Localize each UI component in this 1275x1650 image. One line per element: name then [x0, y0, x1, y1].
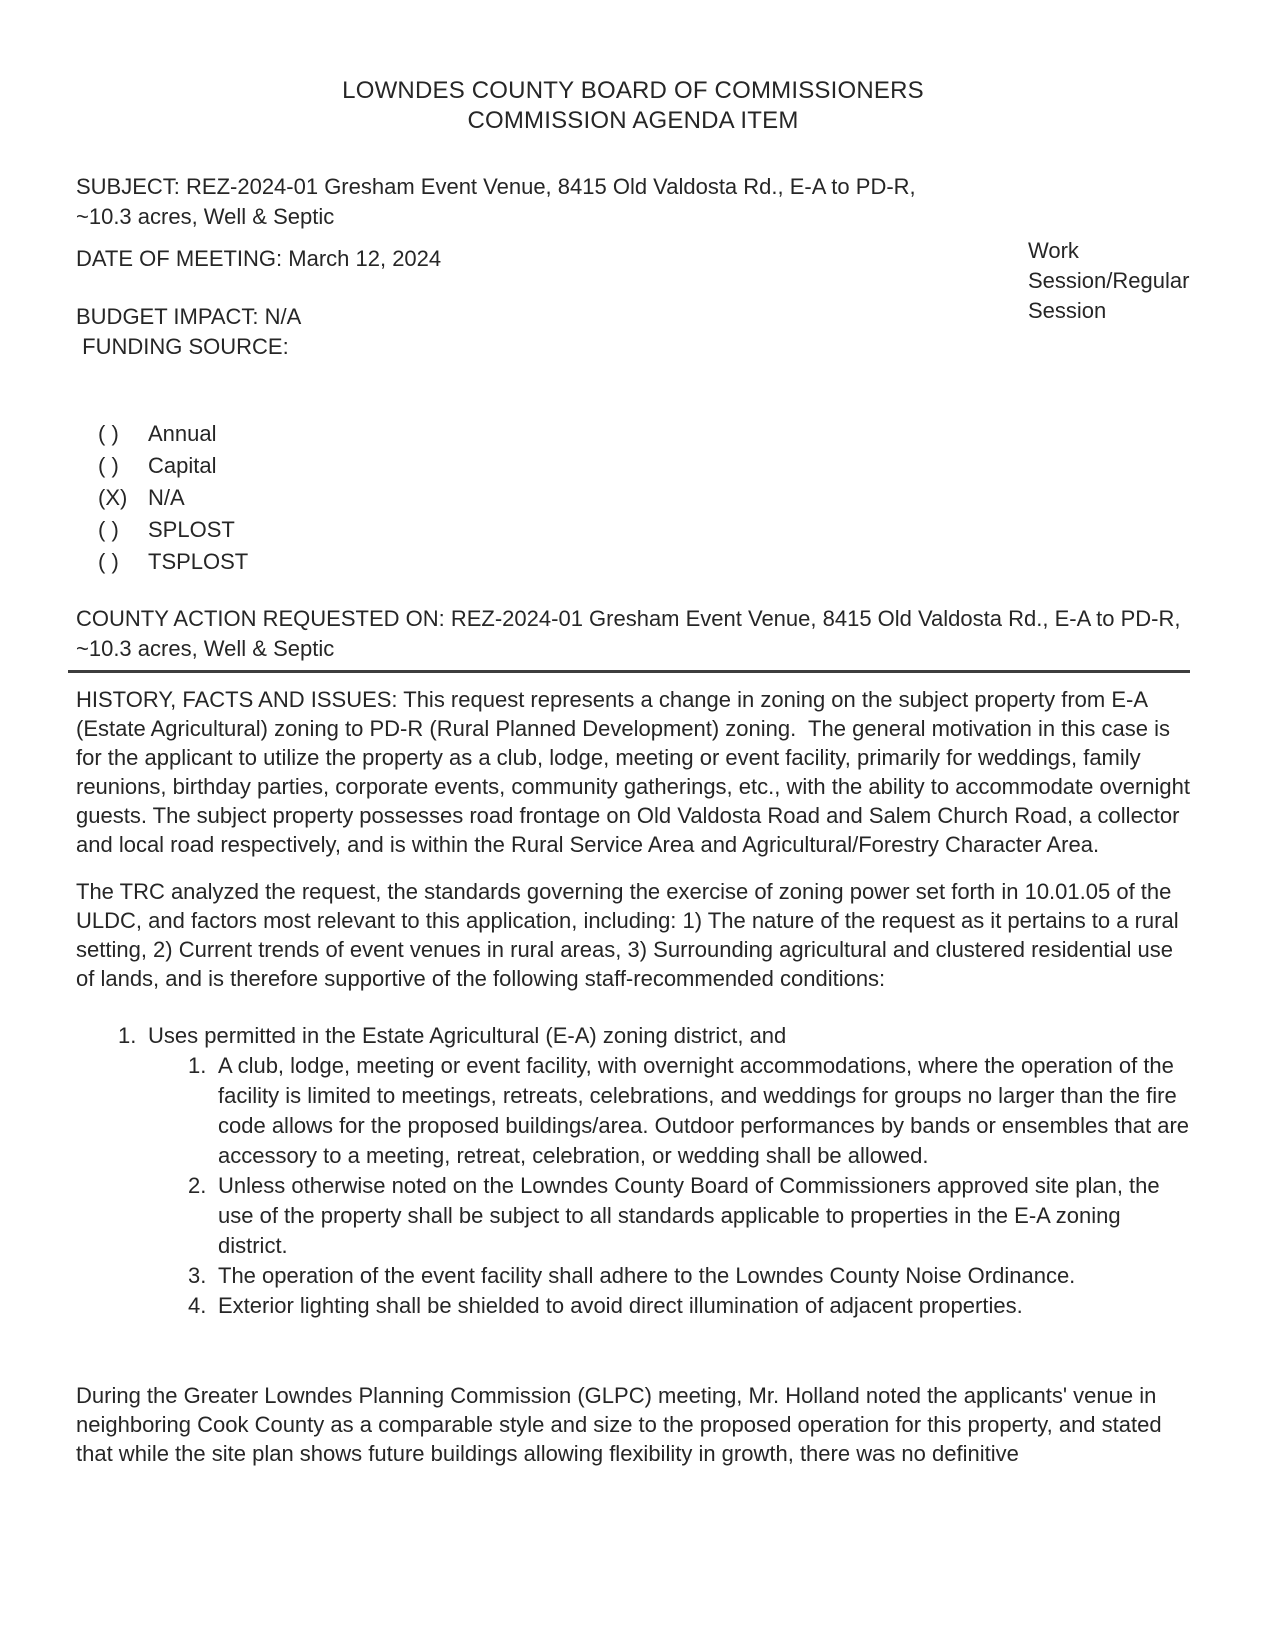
list-number: 1.	[118, 1023, 137, 1048]
funding-option-label: TSPLOST	[148, 549, 249, 574]
condition-subitem-1	[188, 1051, 1196, 1171]
list-number: 2.	[188, 1173, 207, 1198]
funding-source-label: FUNDING SOURCE:	[76, 334, 289, 359]
glpc-paragraph: During the Greater Lowndes Planning Commission (GLPC) meeting, Mr. Holland noted the applicants' venue in neighboring Cook County as a comparable style and size to the proposed operation for this property, and stated that while the site plan shows future buildings allowing flexibility in growth, there was no definitive	[76, 1383, 1168, 1466]
checkbox-mark: ( )	[98, 421, 119, 446]
conditions-list	[76, 1021, 1196, 1321]
funding-option-label: Annual	[148, 421, 217, 446]
document-title-line1: LOWNDES COUNTY BOARD OF COMMISSIONERS	[342, 77, 924, 104]
condition-text: Uses permitted in the Estate Agricultural (E-A) zoning district, and	[148, 1023, 787, 1048]
subject-line: SUBJECT: REZ-2024-01 Gresham Event Venue, 8415 Old Valdosta Rd., E-A to PD-R, ~10.3 acres, Well & Septic	[76, 174, 922, 229]
document-content	[76, 0, 1197, 1468]
checkbox-mark: ( )	[98, 549, 119, 574]
date-of-meeting-line: DATE OF MEETING: March 12, 2024	[76, 246, 442, 271]
checkbox-mark-checked: (X)	[98, 485, 128, 510]
list-number: 4.	[188, 1293, 207, 1318]
funding-option-annual	[98, 418, 1190, 450]
budget-impact-line: BUDGET IMPACT: N/A	[76, 304, 302, 329]
condition-subitem-text: Unless otherwise noted on the Lowndes County Board of Commissioners approved site plan, the use of the property shall be subject to all standards applicable to properties in the E-A zoning district.	[218, 1173, 1166, 1258]
condition-subitem-4	[188, 1291, 1190, 1321]
history-facts-paragraph: HISTORY, FACTS AND ISSUES: This request represents a change in zoning on the subject property from E-A (Estate Agricultural) zoning to PD-R (Rural Planned Development) zoning. The general motivation in this case is for the applicant to utilize the property as a club, lodge, meeting or event facility, primarily for weddings, family reunions, birthday parties, corporate events, community gatherings, etc., with the ability to accommodate overnight guests. The subject property possesses road frontage on Old Valdosta Road and Salem Church Road, a collector and local road respectively, and is within the Rural Service Area and Agricultural/Forestry Character Area.	[76, 687, 1197, 857]
condition-item-1	[118, 1021, 1190, 1051]
funding-option-label: N/A	[148, 485, 185, 510]
funding-option-na	[98, 482, 1190, 514]
funding-option-label: SPLOST	[148, 517, 235, 542]
condition-subitem-2	[188, 1171, 1190, 1261]
condition-subitem-text: A club, lodge, meeting or event facility, with overnight accommodations, where the operation of the facility is limited to meetings, retreats, celebrations, and weddings for groups no larger than the fire code allows for the proposed buildings/area. Outdoor performances by bands or ensembles that are accessory to a meeting, retreat, celebration, or wedding shall be allowed.	[218, 1053, 1196, 1168]
funding-option-splost	[98, 514, 1190, 546]
funding-option-tsplost	[98, 546, 1190, 578]
trc-paragraph: The TRC analyzed the request, the standards governing the exercise of zoning power set forth in 10.01.05 of the ULDC, and factors most relevant to this application, including: 1) The nature of the request as it pertains to a rural setting, 2) Current trends of event venues in rural areas, 3) Surrounding agricultural and clustered residential use of lands, and is therefore supportive of the following staff-recommended conditions:	[76, 879, 1185, 991]
list-number: 3.	[188, 1263, 207, 1288]
list-number: 1.	[188, 1053, 207, 1078]
section-divider	[68, 670, 1190, 673]
county-action-line: COUNTY ACTION REQUESTED ON: REZ-2024-01 Gresham Event Venue, 8415 Old Valdosta Rd., E-A to PD-R, ~10.3 acres, Well & Septic	[76, 606, 1187, 661]
checkbox-mark: ( )	[98, 517, 119, 542]
document-title-line2: COMMISSION AGENDA ITEM	[467, 107, 799, 134]
checkbox-mark: ( )	[98, 453, 119, 478]
condition-subitem-text: Exterior lighting shall be shielded to avoid direct illumination of adjacent properties.	[218, 1293, 1023, 1318]
funding-option-capital	[98, 450, 1190, 482]
condition-subitem-3	[188, 1261, 1190, 1291]
funding-options-list	[76, 418, 1190, 578]
condition-subitem-text: The operation of the event facility shall adhere to the Lowndes County Noise Ordinance.	[218, 1263, 1076, 1288]
session-type-note: Work Session/Regular Session	[1028, 238, 1190, 323]
document-title	[76, 76, 1190, 136]
funding-option-label: Capital	[148, 453, 217, 478]
